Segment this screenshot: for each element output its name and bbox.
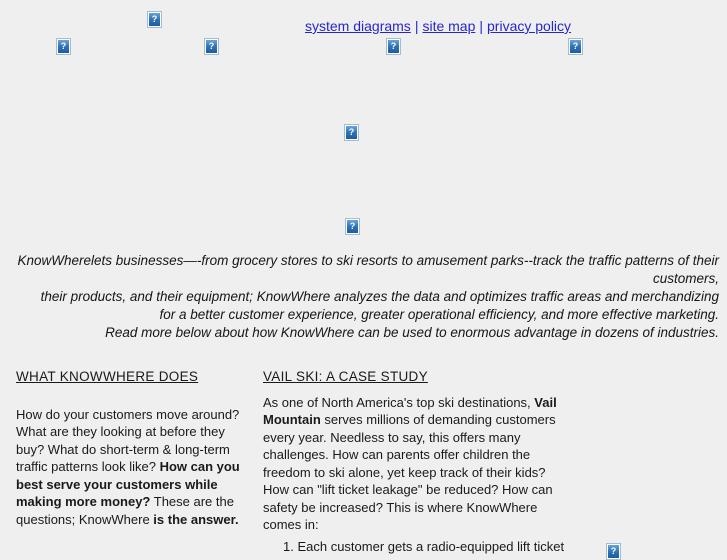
logo-broken-image-icon[interactable] (147, 11, 162, 28)
question-mark-glyph: ? (149, 13, 160, 26)
left-column-heading: WHAT KNOWWHERE DOES (16, 369, 199, 384)
paragraph-text: These are the questions; KnowWhere (16, 494, 234, 527)
question-mark-glyph: ? (346, 126, 357, 139)
nav-broken-image-icon-4[interactable] (568, 38, 583, 55)
top-nav (305, 18, 571, 34)
intro-line: their products, and their equipment; KnowWhere analyzes the data and optimizes traffic areas and merchandizing (40, 289, 719, 304)
left-column-paragraph (16, 406, 249, 529)
bottom-broken-image-icon (606, 543, 621, 560)
paragraph-bold-text: How can you best serve your customers while making more money? (16, 459, 240, 509)
intro-line: KnowWherelets businesses—-from grocery stores to ski resorts to amusement parks--track the traffic patterns of their (17, 253, 719, 268)
nav-link-privacy-policy[interactable]: privacy policy (487, 18, 572, 34)
content-broken-image-icon-2 (345, 218, 360, 235)
question-mark-glyph: ? (206, 40, 217, 53)
right-column-heading: VAIL SKI: A CASE STUDY (263, 369, 428, 384)
right-column (263, 368, 565, 555)
question-mark-glyph: ? (570, 40, 581, 53)
paragraph-bold-text: Vail Mountain (263, 394, 557, 427)
intro-paragraph (0, 252, 727, 342)
nav-broken-image-icon-3[interactable] (386, 38, 401, 55)
nav-separator: | (479, 18, 484, 34)
paragraph-text: As one of North America's top ski destinations, (263, 394, 535, 410)
case-study-list-item: 1. Each customer gets a radio-equipped lift ticket (283, 538, 565, 554)
question-mark-glyph: ? (58, 40, 69, 53)
left-column (16, 368, 249, 528)
question-mark-glyph: ? (347, 220, 358, 233)
question-mark-glyph: ? (608, 545, 619, 558)
nav-broken-image-icon-1[interactable] (56, 38, 71, 55)
nav-link-system-diagrams[interactable]: system diagrams (305, 18, 411, 34)
intro-line: Read more below about how KnowWhere can be used to enormous advantage in dozens of industries. (105, 325, 719, 340)
right-column-paragraph (263, 394, 557, 534)
paragraph-text: How do your customers move around? What are they looking at before they buy? What do short-term & long-term traffic patterns look like? (16, 406, 240, 474)
paragraph-bold-text: is the answer. (153, 511, 239, 527)
content-broken-image-icon-1 (344, 124, 359, 141)
nav-broken-image-icon-2[interactable] (204, 38, 219, 55)
intro-line: customers, (652, 271, 719, 286)
nav-separator: | (414, 18, 419, 34)
intro-line: for a better customer experience, greater operational efficiency, and more effective marketing. (159, 307, 719, 322)
paragraph-text: serves millions of demanding customers every year. Needless to say, this offers many challenges. How can parents offer children the freedom to ski alone, yet keep track of their kids? How can "lift ticket leakage" be reduced? How can safety be increased? This is where KnowWhere comes in: (263, 412, 556, 532)
nav-link-site-map[interactable]: site map (422, 18, 476, 34)
question-mark-glyph: ? (388, 40, 399, 53)
